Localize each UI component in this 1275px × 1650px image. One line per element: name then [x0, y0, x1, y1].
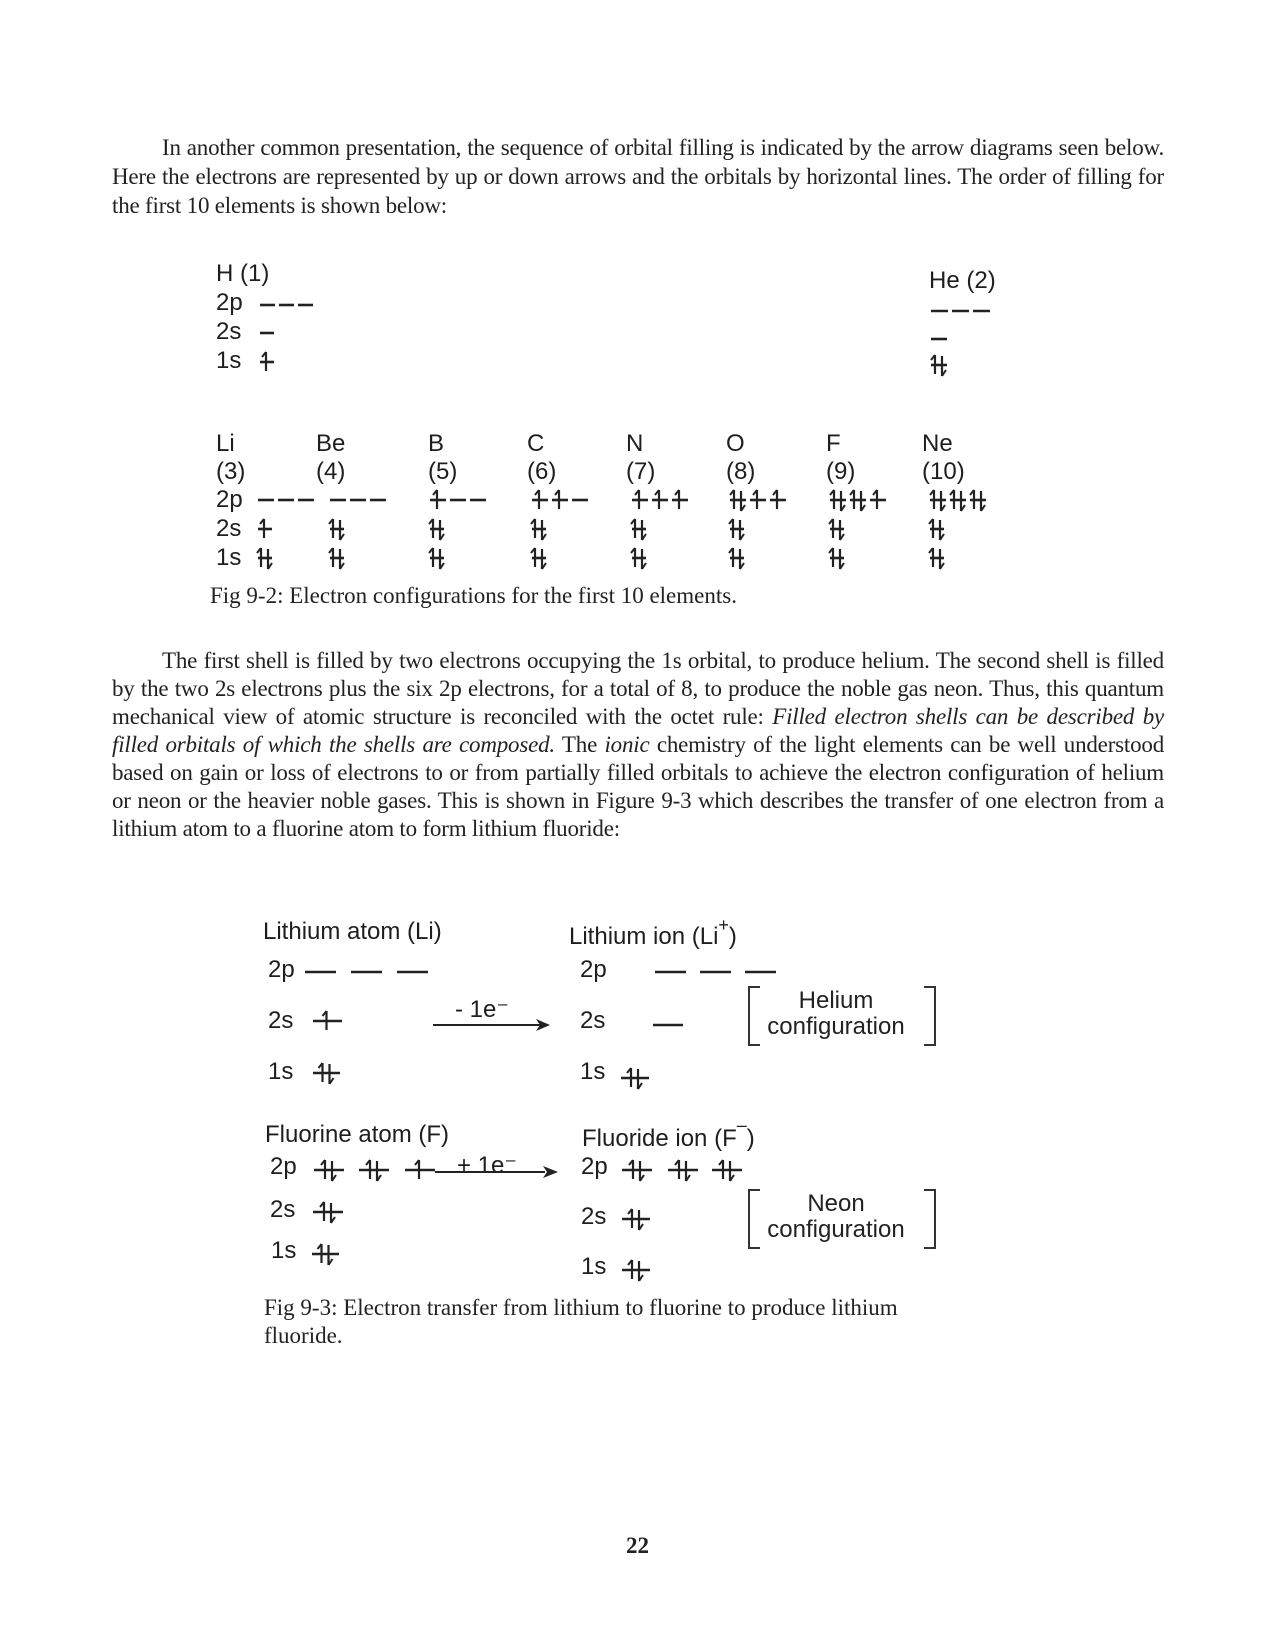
element-label: Li (3)	[216, 430, 246, 485]
f-ion-1s-label: 1s	[581, 1253, 607, 1280]
row-2p-label: 2p	[216, 486, 243, 513]
body-text-2: The	[554, 732, 605, 757]
body-text-1: The first shell is filled by two electrons occupying the 1s orbital, to produce helium. The second shell is filled by the two 2s electrons plus the six 2p electrons, for a total of 8, to produce the noble gas neon. Thus, this quantum mechanical view of atomic structure is reconciled with the octet rule:	[112, 648, 1164, 729]
gain-electron-label: + 1e⁻	[457, 1152, 518, 1179]
fluorine-atom-title: Fluorine atom (F)	[265, 1121, 450, 1148]
page-number: 22	[626, 1533, 649, 1558]
neon-line1: Neon	[807, 1190, 865, 1217]
lithium-atom-title: Lithium atom (Li)	[263, 918, 442, 945]
li-ion-charge: +	[718, 915, 729, 935]
li-2p-label: 2p	[268, 956, 295, 983]
f-ion-title-text: Fluoride ion (F	[582, 1125, 737, 1152]
body-text-3: chemistry of the light elements can be well understood based on gain or loss of electrons to or from partially filled orbitals to achieve the electron configuration of helium or neon or the heavier noble gases. This is shown in Figure 9-3 which describes the transfer of one electron from a lithium atom to a fluorine atom to form lithium fluoride:	[112, 732, 1164, 841]
element-label: O (8)	[726, 430, 756, 485]
element-label: Ne (10)	[922, 430, 965, 485]
element-label: Be (4)	[316, 430, 346, 485]
body-italic-2: ionic	[604, 732, 650, 757]
f-ion-title-end: )	[746, 1125, 755, 1152]
f-1s-label: 1s	[271, 1237, 297, 1264]
li-ion-1s-label: 1s	[580, 1058, 606, 1085]
f-ion-charge: –	[736, 1115, 747, 1135]
fig93-caption: Fig 9-3: Electron transfer from lithium to fluorine to produce lithium fluoride.	[264, 1295, 898, 1348]
neon-line2: configuration	[767, 1216, 905, 1243]
li-2s-label: 2s	[268, 1007, 294, 1034]
h-label: H (1)	[216, 260, 270, 287]
helium-line2: configuration	[767, 1013, 905, 1040]
element-label: F (9)	[826, 430, 856, 485]
f-2p-label: 2p	[270, 1153, 297, 1180]
li-ion-title-end: )	[728, 923, 737, 950]
fig92-caption: Fig 9-2: Electron configurations for the first 10 elements.	[210, 583, 737, 608]
f-2s-label: 2s	[270, 1196, 296, 1223]
h-2p-label: 2p	[216, 289, 243, 316]
arrow-right-icon	[543, 1166, 558, 1178]
h-1s-label: 1s	[216, 347, 242, 374]
intro-text: In another common presentation, the sequence of orbital filling is indicated by the arrow diagrams seen below. Here the electrons are represented by up or down arrows and the orbitals by horizontal lines. The order of filling for the first 10 elements is shown below:	[112, 135, 1164, 218]
row-2s-label: 2s	[216, 515, 242, 542]
lose-electron-label: - 1e⁻	[455, 996, 510, 1023]
li-1s-label: 1s	[268, 1058, 294, 1085]
f-ion-2p-label: 2p	[581, 1153, 608, 1180]
helium-line1: Helium	[798, 987, 874, 1014]
li-ion-2s-label: 2s	[580, 1007, 606, 1034]
li-ion-2p-label: 2p	[580, 956, 607, 983]
element-label: B (5)	[428, 430, 458, 485]
element-label: C (6)	[527, 430, 557, 485]
li-ion-title-text: Lithium ion (Li	[569, 923, 719, 950]
h-2s-label: 2s	[216, 318, 242, 345]
body-italic-1: Filled electron shells can be described by filled orbitals of which the shells are composed.	[112, 704, 1164, 757]
f-ion-2s-label: 2s	[581, 1203, 607, 1230]
he-label: He (2)	[929, 267, 996, 294]
row-1s-label: 1s	[216, 544, 242, 571]
element-label: N (7)	[626, 430, 656, 485]
